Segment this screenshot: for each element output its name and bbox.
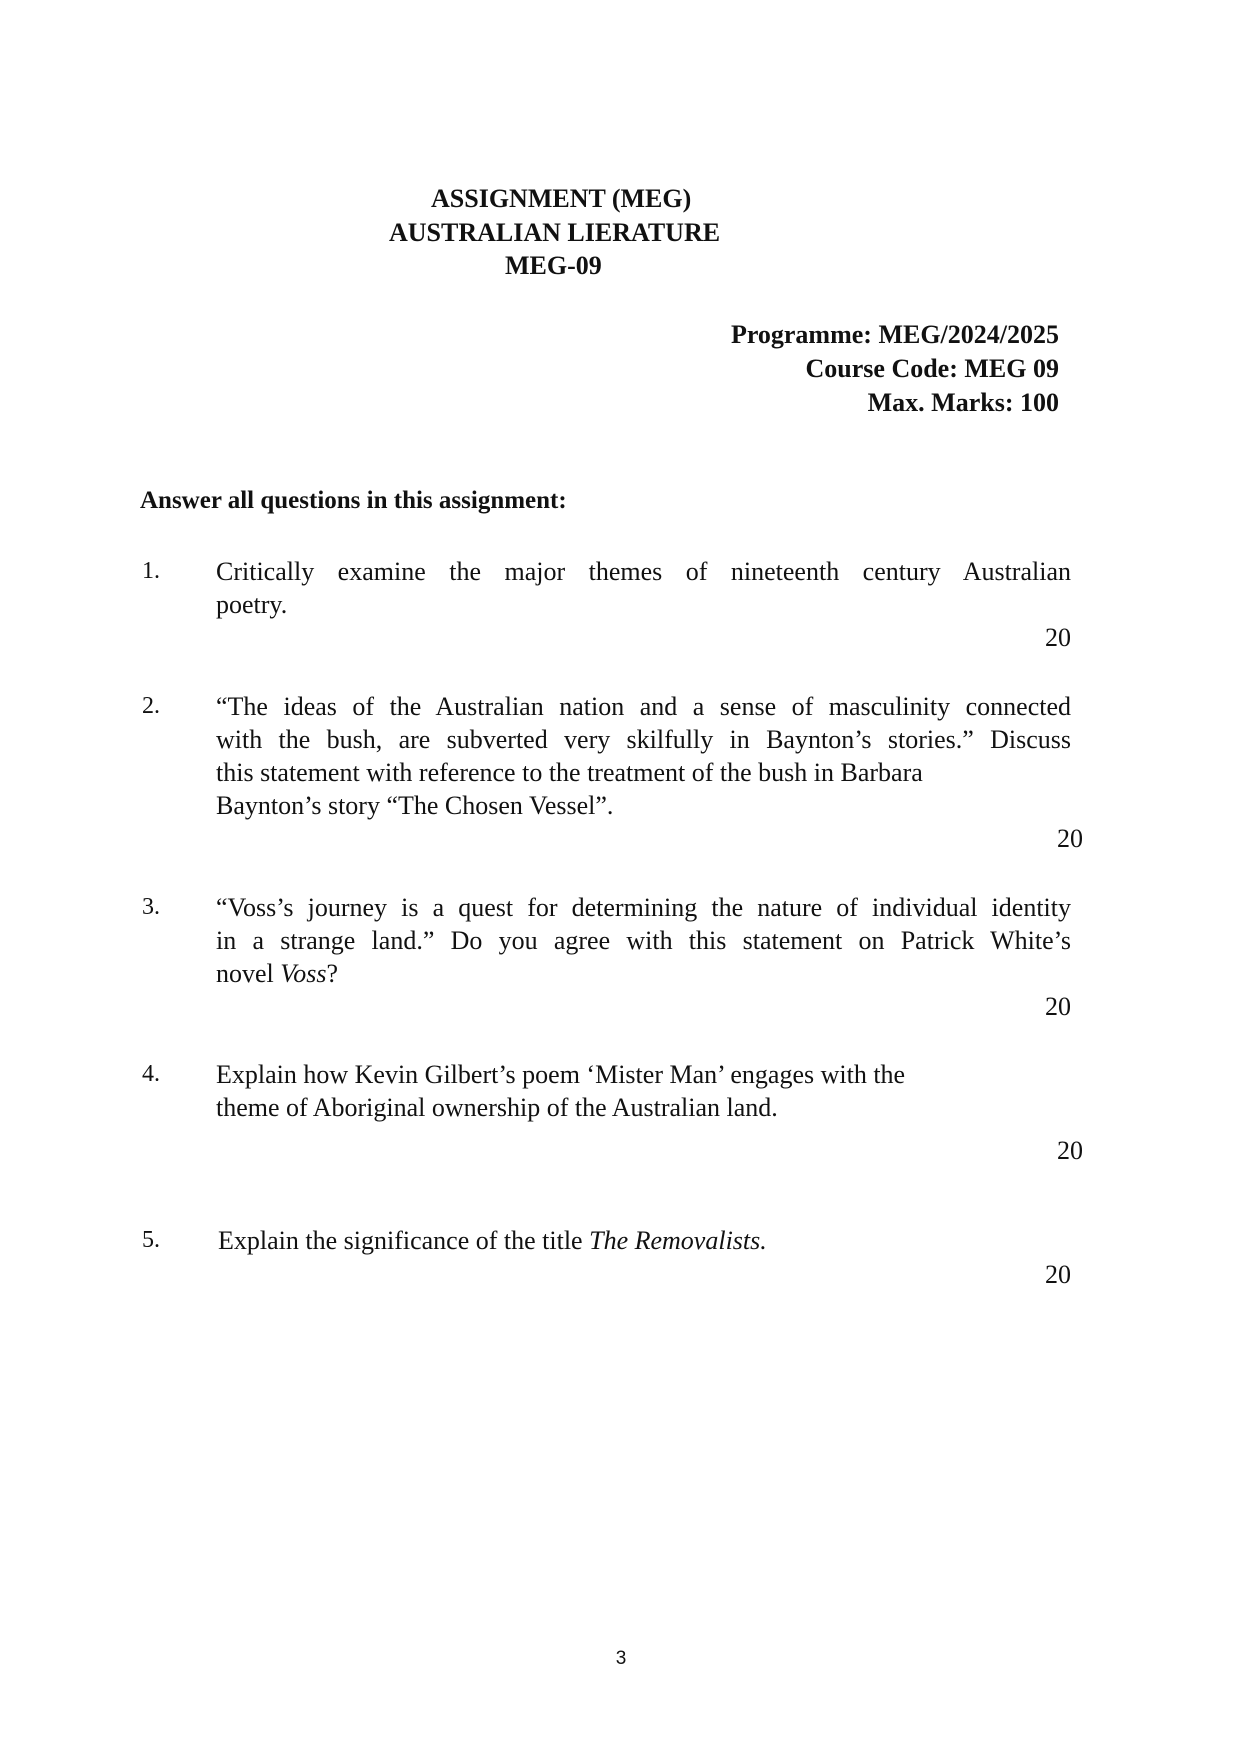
programme: Programme: MEG/2024/2025: [730, 320, 1059, 349]
max-marks: Max. Marks: 100: [867, 388, 1059, 417]
question-number: 5.: [142, 1227, 160, 1253]
question-text-line: Explain the significance of the title The Removalists.: [218, 1226, 767, 1255]
question-1: [140, 555, 1071, 652]
question-text-line: Explain how Kevin Gilbert’s poem ‘Mister Man’ engages with the: [216, 1060, 906, 1089]
question-marks: 20: [1045, 992, 1071, 1021]
question-text-line: Baynton’s story “The Chosen Vessel”.: [216, 791, 614, 820]
question-text-line: in a strange land.” Do you agree with this statement on Patrick White’s: [216, 926, 1071, 955]
question-number: 3.: [142, 894, 160, 920]
question-text-line: “The ideas of the Australian nation and a sense of masculinity connected: [216, 692, 1071, 721]
course-code: Course Code: MEG 09: [805, 354, 1059, 383]
question-text-line: poetry.: [216, 590, 288, 619]
question-number: 2.: [142, 693, 160, 719]
question-4: [140, 1058, 1083, 1165]
course-code-title: MEG-09: [505, 251, 602, 280]
question-5: [140, 1224, 1071, 1289]
instruction: Answer all questions in this assignment:: [140, 487, 567, 514]
meta-block: [731, 318, 1059, 420]
question-text-line: theme of Aboriginal ownership of the Australian land.: [216, 1093, 778, 1122]
question-marks: 20: [1057, 824, 1083, 853]
question-marks: 20: [1045, 1260, 1071, 1289]
question-marks: 20: [1045, 623, 1071, 652]
page-number: 3: [615, 1648, 627, 1669]
assignment-title: ASSIGNMENT (MEG): [431, 184, 692, 213]
question-3: [140, 891, 1071, 1021]
question-marks: 20: [1057, 1136, 1083, 1165]
question-text-line: “Voss’s journey is a quest for determining the nature of individual identity: [216, 893, 1071, 922]
question-text-line: this statement with reference to the treatment of the bush in Barbara: [216, 758, 923, 787]
play-title: The Removalists.: [589, 1226, 767, 1255]
question-text-line: novel Voss?: [216, 959, 339, 988]
course-title: AUSTRALIAN LIERATURE: [389, 218, 721, 247]
novel-title: Voss: [280, 959, 327, 988]
question-text-line: Critically examine the major themes of nineteenth century Australian: [216, 557, 1071, 586]
question-2: [140, 690, 1083, 853]
question-number: 1.: [142, 558, 160, 584]
question-number: 4.: [142, 1061, 160, 1087]
question-text-line: with the bush, are subverted very skilfully in Baynton’s stories.” Discuss: [216, 725, 1071, 754]
